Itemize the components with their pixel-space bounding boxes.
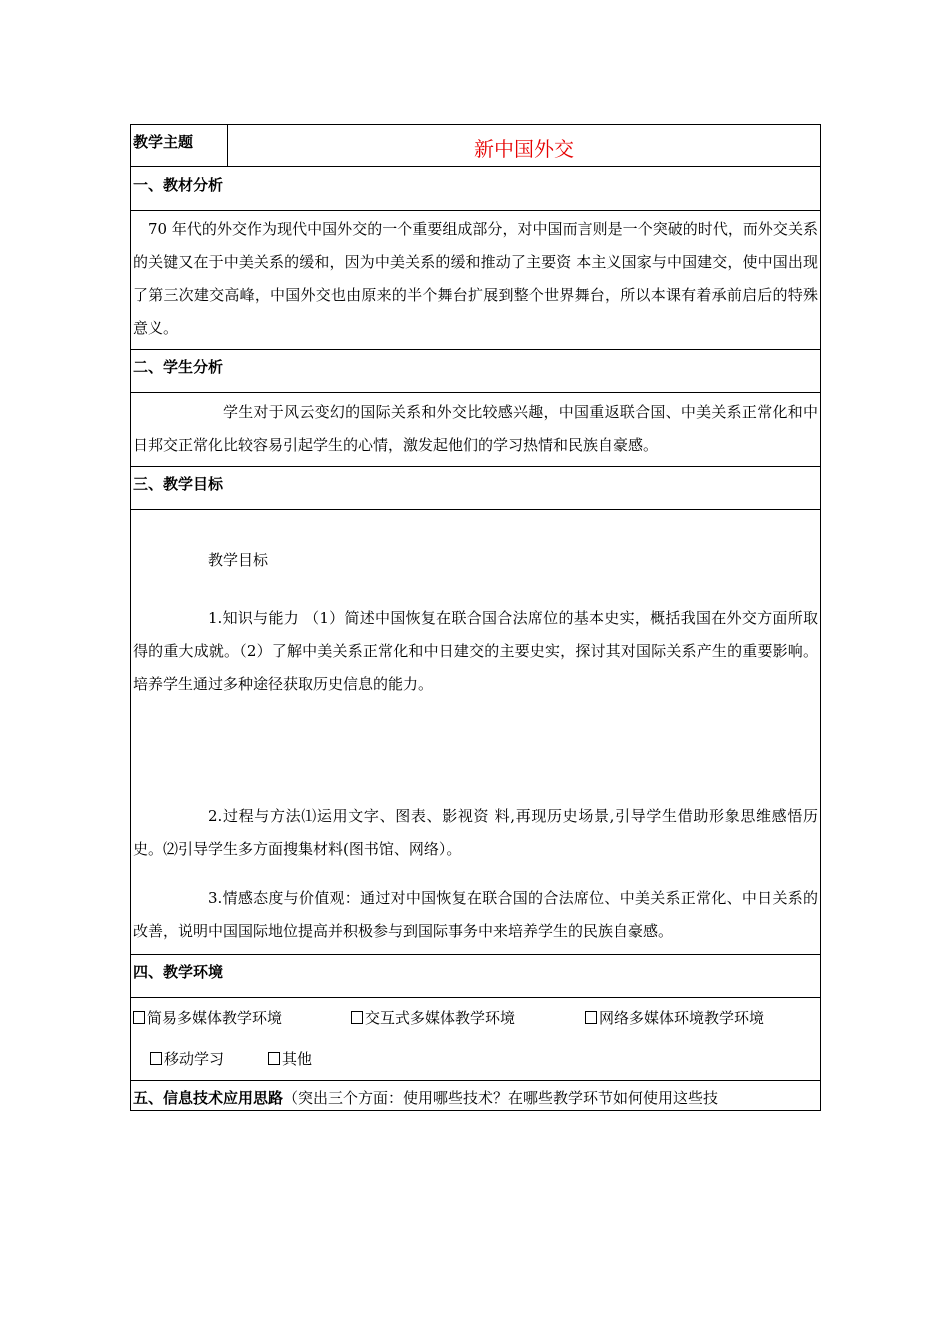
section4-body-row <box>131 998 821 1081</box>
section3-subheading: 教学目标 <box>208 551 269 569</box>
section2-header-row <box>131 350 821 393</box>
env-option-network[interactable]: 网络多媒体环境教学环境 <box>585 1000 764 1036</box>
env-option-mobile[interactable]: 移动学习 <box>150 1041 268 1077</box>
section1-body-row <box>131 211 821 350</box>
topic-row <box>131 125 821 167</box>
section3-goal-knowledge: 1.知识与能力 （1）简述中国恢复在联合国合法席位的基本史实，概括我国在外交方面所取得的重大成就。（2）了解中美关系正常化和中日建交的主要史实，探讨其对国际关系产生的重要影响。培养学生通过多种途径获取历史信息的能力。 <box>133 609 818 693</box>
checkbox-icon[interactable] <box>585 1011 597 1024</box>
section5-note: （突出三个方面：使用哪些技术？在哪些教学环节如何使用这些技 <box>283 1089 719 1107</box>
section5-header-row <box>131 1081 821 1111</box>
env-option-simple[interactable]: 简易多媒体教学环境 <box>133 1000 351 1036</box>
section2-heading: 二、学生分析 <box>131 350 821 393</box>
section1-text: 70 年代的外交作为现代中国外交的一个重要组成部分，对中国而言则是一个突破的时代，而外交关系的关键又在于中美关系的缓和，因为中美关系的缓和推动了主要资 本主义国家与中国建交，使中国出现了第三次建交高峰，中国外交也由原来的半个舞台扩展到整个世界舞台，所以本课有着承前启后的特殊意义。 <box>133 220 818 337</box>
section2-body-row <box>131 393 821 467</box>
section2-text: 学生对于风云变幻的国际关系和外交比较感兴趣，中国重返联合国、中美关系正常化和中日邦交正常化比较容易引起学生的心情，激发起他们的学习热情和民族自豪感。 <box>133 403 818 454</box>
section3-header-row <box>131 467 821 510</box>
lesson-plan-page <box>130 124 820 1111</box>
checkbox-icon[interactable] <box>268 1052 280 1065</box>
section1-heading: 一、教材分析 <box>131 167 821 211</box>
section3-goal-process: 2.过程与方法⑴运用文字、图表、影视资 料,再现历史场景,引导学生借助形象思维感悟历史。⑵引导学生多方面搜集材料(图书馆、网络）。 <box>133 807 818 858</box>
topic-label: 教学主题 <box>131 125 228 167</box>
env-option-interactive[interactable]: 交互式多媒体教学环境 <box>351 1000 585 1036</box>
checkbox-icon[interactable] <box>351 1011 363 1024</box>
section3-heading: 三、教学目标 <box>131 467 821 510</box>
section4-header-row <box>131 955 821 998</box>
section3-body-row <box>131 510 821 955</box>
checkbox-icon[interactable] <box>150 1052 162 1065</box>
section4-heading: 四、教学环境 <box>131 955 821 998</box>
env-option-other[interactable]: 其他 <box>268 1041 312 1077</box>
section3-goal-emotion: 3.情感态度与价值观：通过对中国恢复在联合国的合法席位、中美关系正常化、中日关系的改善，说明中国国际地位提高并积极参与到国际事务中来培养学生的民族自豪感。 <box>133 889 818 940</box>
section5-heading: 五、信息技术应用思路 <box>133 1089 284 1107</box>
section1-header-row <box>131 167 821 211</box>
topic-title: 新中国外交 <box>228 125 821 167</box>
lesson-plan-table <box>130 124 821 1111</box>
checkbox-icon[interactable] <box>133 1011 145 1024</box>
